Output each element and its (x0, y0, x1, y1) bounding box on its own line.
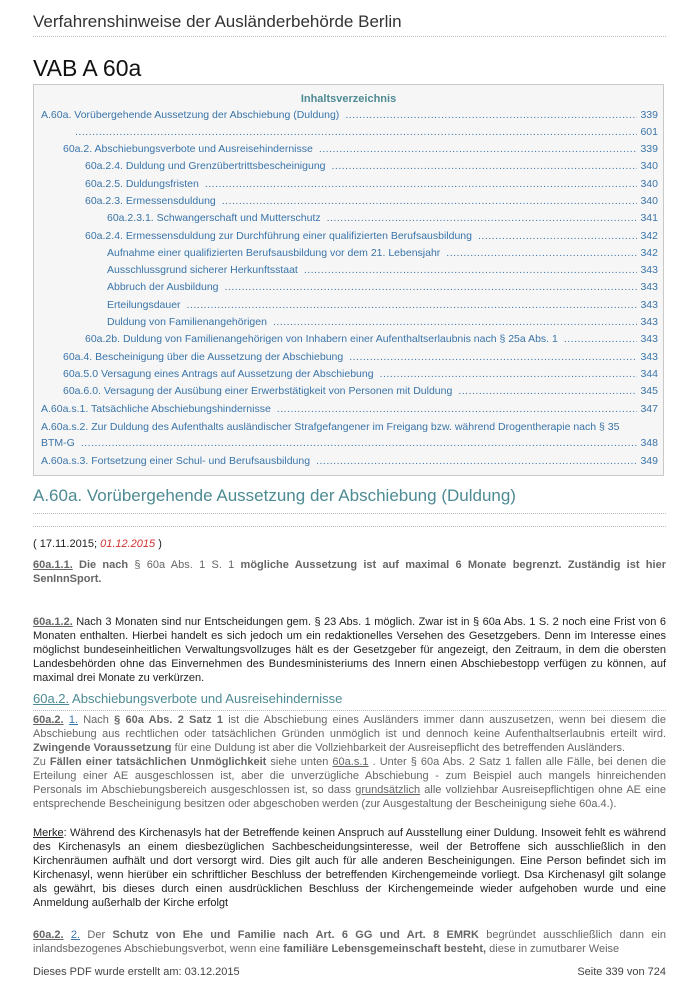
toc-entry[interactable]: 60a.2.5. Duldungsfristen ..... 340 (85, 178, 658, 193)
toc-entry[interactable]: 60a.2.4. Ermessensduldung zur Durchführung einer qualifizierten Berufsausbildung ..... 342 (85, 230, 658, 245)
toc-entry[interactable]: ..... 601 (75, 126, 658, 141)
toc-entry-label[interactable]: A.60a.s.2. Zur Duldung des Aufenthalts ausländischer Strafgefangener im Freigang bzw. während Drogentherapie nach § 35 (41, 421, 620, 433)
paragraph-merke: Merke: Während des Kirchenasyls hat der Betreffende keinen Anspruch auf Ausstellung einer Duldung. Insoweit fehlt es während des Kirchenasyls an einem diesbezüglichen Sachbescheidungsinteresse, weil der Betroffene sich ausschließlich in den Kirchenräumen aufhält und dort versorgt wird. Dies gilt auch für alle anderen Bescheinigungen. Eine Person befindet sich im Kirchenasyl, wenn hierüber ein schriftlicher Beschluss der betreffenden Kirchengemeinde vorliegt. Dsa Kirchenasyl gilt solange als gewährt, bis dieses durch einen ausdrücklichen Beschluss der Kirchengemeinde wieder aufgehoben wurde und eine Anmeldung außerhalb der Kirche erfolgt (33, 827, 666, 909)
toc-entry[interactable]: 60a.2.4. Duldung und Grenzübertrittsbescheinigung ..... 340 (85, 160, 658, 175)
paragraph-60a-1-1: 60a.1.1. Die nach § 60a Abs. 1 S. 1 mögliche Aussetzung ist auf maximal 6 Monate begrenzt. Zuständig ist hier SenInnSport. (33, 559, 666, 585)
date-line: ( 17.11.2015; 01.12.2015 ) (33, 538, 162, 550)
footer-created: Dieses PDF wurde erstellt am: 03.12.2015 (33, 966, 240, 978)
divider (33, 526, 666, 527)
header-title: Verfahrenshinweise der Ausländerbehörde Berlin (33, 12, 402, 31)
paragraph-60a-2-2: 60a.2. 2. Der Schutz von Ehe und Familie nach Art. 6 GG und Art. 8 EMRK begründet ausschließlich dann ein inlandsbezogenes Abschiebungsverbot, wenn eine familiäre Lebensgemeinschaft besteht, diese in zumutbarer Weise (33, 929, 666, 955)
toc-entry[interactable]: Duldung von Familienangehörigen ..... 343 (107, 316, 658, 331)
divider (33, 36, 666, 37)
toc-title: Inhaltsverzeichnis (300, 93, 397, 105)
toc-entry[interactable]: 60a.2. Abschiebungsverbote und Ausreisehindernisse ..... 339 (63, 143, 658, 158)
toc-entry[interactable]: 60a.2.3.1. Schwangerschaft und Mutterschutz ..... 341 (107, 212, 658, 227)
divider (33, 710, 666, 711)
toc-entry[interactable]: Ausschlussgrund sicherer Herkunftsstaat ..... 343 (107, 264, 658, 279)
toc-entry[interactable]: BTM-G ..... 348 (41, 437, 658, 452)
toc-entry[interactable]: 60a.2b. Duldung von Familienangehörigen von Inhabern einer Aufenthaltserlaubnis nach § 25a Abs. 1 ..... 343 (85, 333, 658, 348)
page-title: VAB A 60a (33, 55, 142, 81)
toc-entry[interactable]: Abbruch der Ausbildung ..... 343 (107, 281, 658, 296)
section-heading: A.60a. Vorübergehende Aussetzung der Abschiebung (Duldung) (33, 486, 516, 505)
toc-entry[interactable]: A.60a.s.1. Tatsächliche Abschiebungshindernisse ..... 347 (41, 403, 658, 418)
toc-entry[interactable]: 60a.5.0 Versagung eines Antrags auf Aussetzung der Abschiebung ..... 344 (63, 368, 658, 383)
footer-page-number: Seite 339 von 724 (577, 966, 666, 978)
paragraph-60a-1-2: 60a.1.2. Nach 3 Monaten sind nur Entscheidungen gem. § 23 Abs. 1 möglich. Zwar ist in § 60a Abs. 1 S. 2 noch eine Frist von 6 Monaten enthalten. Hierbei handelt es sich jedoch um ein redaktionelles Versehen des Gesetzgebers. Denn im Interesse eines möglichst bundeseinheitlichen Verwaltungsvollzuges hält es der Gesetzgeber für angezeigt, den Zeitraum, in dem die obersten Landesbehörden ohne das Einvernehmen des Bundesministeriums des Innern einen Abschiebestopp verfügen zu können, auf maximal drei Monate zu verkürzen. (33, 616, 666, 684)
subsection-heading: 60a.2. Abschiebungsverbote und Ausreisehindernisse (33, 691, 343, 706)
toc-entry[interactable]: Aufnahme einer qualifizierten Berufsausbildung vor dem 21. Lebensjahr ..... 342 (107, 247, 658, 262)
toc-entry[interactable]: 60a.6.0. Versagung der Ausübung einer Erwerbstätigkeit von Personen mit Duldung ..... 345 (63, 385, 658, 400)
toc-entry[interactable]: A.60a.s.3. Fortsetzung einer Schul- und Berufsausbildung ..... 349 (41, 455, 658, 470)
table-of-contents (33, 84, 664, 476)
toc-entry[interactable]: Erteilungsdauer ..... 343 (107, 299, 658, 314)
toc-entry[interactable]: 60a.2.3. Ermessensduldung ..... 340 (85, 195, 658, 210)
toc-entry[interactable]: A.60a. Vorübergehende Aussetzung der Abschiebung (Duldung) ..... 339 (41, 109, 658, 124)
divider (33, 513, 666, 514)
toc-entry[interactable]: 60a.4. Bescheinigung über die Aussetzung der Abschiebung ..... 343 (63, 351, 658, 366)
paragraph-60a-2-1: 60a.2. 1. Nach § 60a Abs. 2 Satz 1 ist die Abschiebung eines Ausländers immer dann auszusetzen, wenn bei diesem die Abschiebung aus rechtlichen oder tatsächlichen Gründen unmöglich ist und dennoch keine Aufenthaltserlaubnis erteilt wird. Zwingende Voraussetzung für eine Duldung ist aber die Vollziehbarkeit der Ausreisepflicht des betreffenden Ausländers. Zu Fällen einer tatsächlichen Unmöglichkeit siehe unten 60a.s.1 . Unter § 60a Abs. 2 Satz 1 fallen alle Fälle, bei denen die Erteilung einer AE ausgeschlossen ist, aber die unverzügliche Abschiebung - zum Beispiel auch mangels hinreichenden Personals im Abschiebungsbereich ausgeschlossen ist, so dass grundsätzlich alle vollziehbar Ausreisepflichtigen ohne AE eine entsprechende Bescheinigung besitzen oder abgeschoben werden (zur Ausgestaltung der Bescheinigung siehe 60a.4.). (33, 714, 666, 810)
